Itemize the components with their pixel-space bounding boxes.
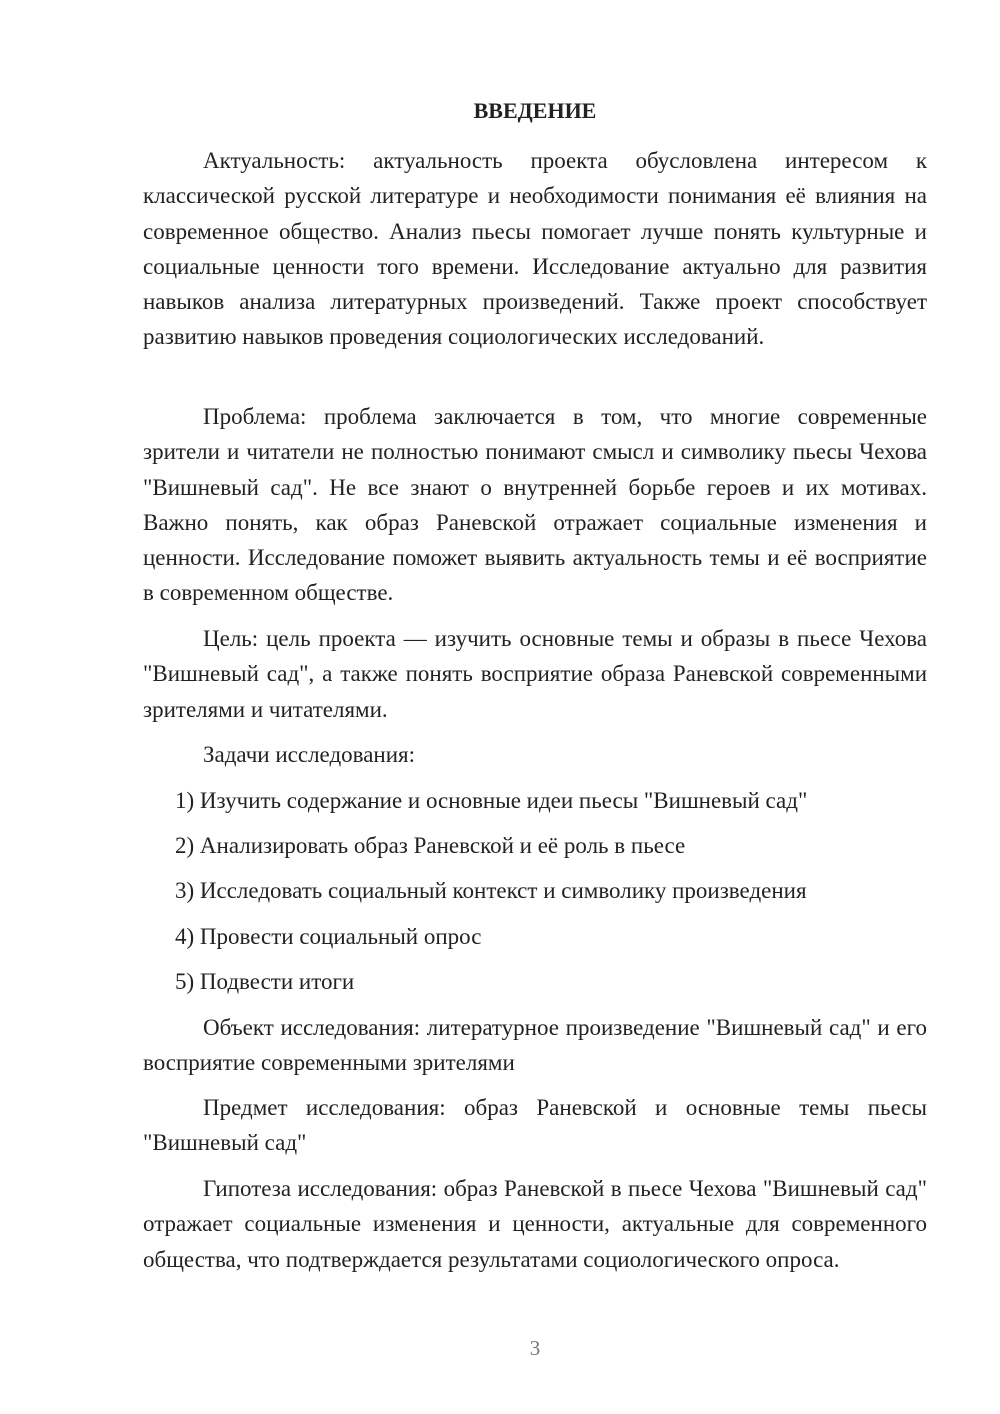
- page-title: ВВЕДЕНИЕ: [473, 98, 597, 123]
- goal-paragraph: Цель: цель проекта — изучить основные темы и образы в пьесе Чехова "Вишневый сад", а также понять восприятие образа Раневской современными зрителями и читателями.: [143, 626, 927, 722]
- object-paragraph: Объект исследования: литературное произведение "Вишневый сад" и его восприятие современными зрителями: [143, 1015, 927, 1076]
- problem-paragraph: Проблема: проблема заключается в том, что многие современные зрители и читатели не полностью понимают смысл и символику пьесы Чехова "Вишневый сад". Не все знают о внутренней борьбе героев и их мотивах. Важно понять, как образ Раневской отражает социальные изменения и ценности. Исследование поможет выявить актуальность темы и её восприятие в современном обществе.: [143, 404, 927, 606]
- page-number: 3: [529, 1336, 541, 1360]
- tasks-heading: Задачи исследования:: [203, 742, 416, 767]
- subject-paragraph: Предмет исследования: образ Раневской и основные темы пьесы "Вишневый сад": [143, 1095, 927, 1156]
- task-item-2: 2) Анализировать образ Раневской и её роль в пьесе: [175, 833, 686, 858]
- task-item-4: 4) Провести социальный опрос: [175, 924, 482, 949]
- task-item-1: 1) Изучить содержание и основные идеи пьесы "Вишневый сад": [175, 788, 808, 813]
- relevance-paragraph: Актуальность: актуальность проекта обусловлена интересом к классической русской литературе и необходимости понимания её влияния на современное общество. Анализ пьесы помогает лучше понять культурные и социальные ценности того времени. Исследование актуально для развития навыков анализа литературных произведений. Также проект способствует развитию навыков проведения социологических исследований.: [143, 148, 927, 350]
- hypothesis-paragraph: Гипотеза исследования: образ Раневской в пьесе Чехова "Вишневый сад" отражает социальные изменения и ценности, актуальные для современного общества, что подтверждается результатами социологического опроса.: [143, 1176, 927, 1272]
- task-item-3: 3) Исследовать социальный контекст и символику произведения: [175, 878, 807, 903]
- task-item-5: 5) Подвести итоги: [175, 969, 355, 994]
